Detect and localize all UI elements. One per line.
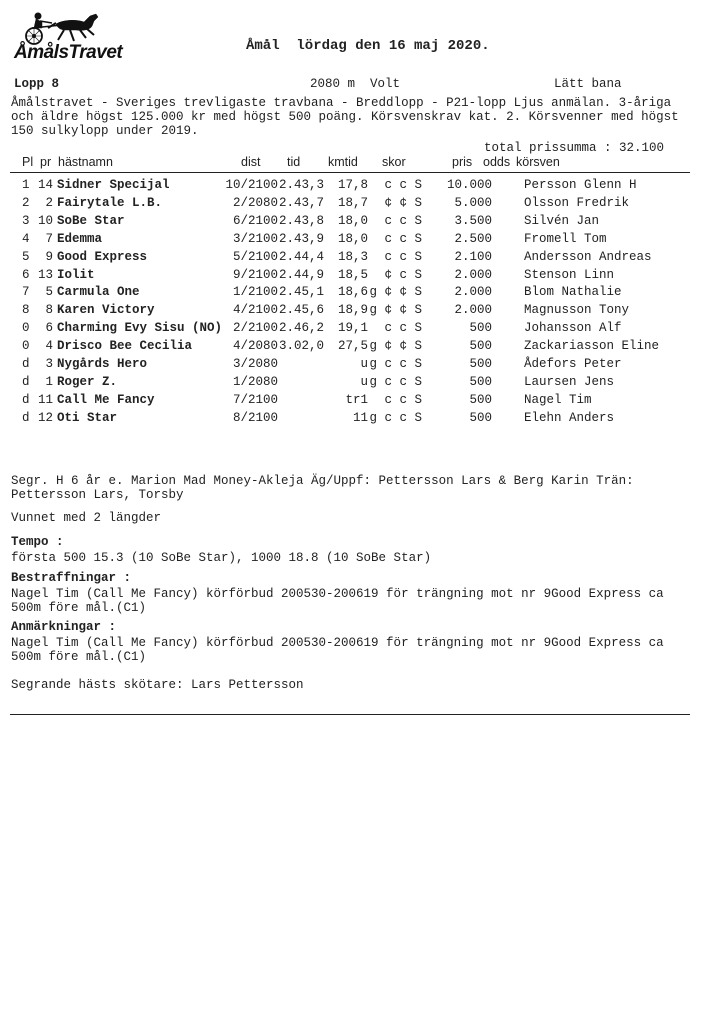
cell-pr: 8 [45, 303, 53, 318]
col-name: hästnamn [58, 155, 113, 169]
cell-pris: 500 [469, 392, 492, 407]
cell-tid: 2.45,6 [278, 303, 324, 318]
cell-horse-name: Sidner Specijal [57, 178, 170, 192]
cell-pl: 8 [22, 303, 30, 318]
page-title: Åmål lördag den 16 maj 2020. [246, 38, 490, 54]
amalstravet-logo [12, 8, 124, 64]
cell-dist: 7/2100 [232, 392, 278, 407]
cell-tid: 2.43,3 [278, 178, 324, 192]
penalties-label: Bestraffningar : [11, 571, 132, 585]
col-driver: körsven [516, 155, 560, 169]
cell-pris: 2.100 [454, 249, 492, 264]
cell-kmtid: 18,3 [337, 249, 368, 264]
cell-driver: Nagel Tim [524, 392, 592, 407]
remarks-text: Nagel Tim (Call Me Fancy) körförbud 200530-200619 för trängning mot nr 9Good Express ca 500m före mål.(C1) [11, 636, 664, 664]
cell-dist: 1/2100 [232, 285, 278, 300]
cell-dist: 3/2080 [232, 357, 278, 371]
cell-driver: Zackariasson Eline [524, 339, 660, 354]
cell-pr: 13 [37, 267, 53, 282]
race-description: Åmålstravet - Sveriges trevligaste travbana - Breddlopp - P21-lopp Ljus anmälan. 3-åriga och äldre högst 125.000 kr med högst 500 poäng. Körsvenskrav kat. 2. Körsvenner med högst 150 sulkylopp under 2019. [11, 96, 679, 138]
cell-pl: 0 [22, 321, 30, 336]
cell-tid: 2.44,4 [278, 249, 324, 264]
cell-kmtid: 18,5 [337, 267, 368, 282]
table-row [0, 357, 724, 375]
cell-dist: 5/2100 [232, 249, 278, 264]
cell-skor: g c c S [369, 374, 422, 389]
table-row [0, 178, 724, 196]
cell-pris: 2.000 [454, 285, 492, 300]
cell-driver: Silvén Jan [524, 213, 600, 228]
race-number: Lopp 8 [14, 77, 60, 91]
table-row [0, 393, 724, 411]
cell-pr: 6 [45, 321, 53, 336]
table-row [0, 214, 724, 232]
cell-driver: Persson Glenn H [524, 178, 637, 192]
cell-pr: 3 [45, 357, 53, 371]
cell-pris: 500 [469, 357, 492, 371]
cell-pr: 9 [45, 249, 53, 264]
cell-pr: 4 [45, 339, 53, 354]
cell-pris: 500 [469, 410, 492, 425]
cell-horse-name: Roger Z. [57, 374, 118, 389]
cell-skor: c c S [384, 178, 422, 192]
cell-pr: 5 [45, 285, 53, 300]
cell-driver: Elehn Anders [524, 410, 615, 425]
cell-pl: 6 [22, 267, 30, 282]
cell-pris: 500 [469, 321, 492, 336]
cell-kmtid: 11 [352, 410, 368, 425]
cell-skor: c c S [384, 213, 422, 228]
winning-margin: Vunnet med 2 längder [11, 511, 162, 525]
cell-skor: c c S [384, 249, 422, 264]
cell-pl: d [22, 392, 30, 407]
tempo-text: första 500 15.3 (10 SoBe Star), 1000 18.8 (10 SoBe Star) [11, 551, 432, 565]
cell-kmtid: tr1 [345, 392, 368, 407]
cell-pl: d [22, 357, 30, 371]
header-divider [10, 172, 690, 173]
cell-horse-name: Iolit [57, 267, 95, 282]
table-header [0, 155, 724, 173]
cell-pr: 2 [45, 195, 53, 210]
table-row [0, 232, 724, 250]
cell-driver: Magnusson Tony [524, 303, 630, 318]
cell-dist: 10/2100 [225, 178, 278, 192]
cell-pris: 5.000 [454, 195, 492, 210]
cell-kmtid: u [360, 357, 368, 371]
cell-skor: c c S [384, 321, 422, 336]
cell-skor: g c c S [369, 357, 422, 371]
cell-dist: 2/2080 [232, 195, 278, 210]
cell-dist: 4/2100 [232, 303, 278, 318]
table-row [0, 411, 724, 429]
table-row [0, 250, 724, 268]
cell-horse-name: Oti Star [57, 410, 118, 425]
cell-pris: 2.000 [454, 303, 492, 318]
cell-skor: ¢ ¢ S [384, 195, 422, 210]
cell-skor: g ¢ ¢ S [369, 303, 422, 318]
cell-horse-name: Karen Victory [57, 303, 155, 318]
cell-dist: 1/2080 [232, 374, 278, 389]
cell-kmtid: 19,1 [337, 321, 368, 336]
cell-pris: 500 [469, 374, 492, 389]
remarks-label: Anmärkningar : [11, 620, 117, 634]
cell-pl: 3 [22, 213, 30, 228]
cell-horse-name: Nygårds Hero [57, 357, 148, 371]
col-pl: Pl [22, 155, 34, 169]
cell-skor: ¢ c S [384, 267, 422, 282]
cell-tid: 2.46,2 [278, 321, 324, 336]
cell-kmtid: 17,8 [337, 178, 368, 192]
cell-tid: 2.43,9 [278, 231, 324, 246]
cell-pris: 2.500 [454, 231, 492, 246]
cell-kmtid: 18,0 [337, 213, 368, 228]
cell-pr: 10 [37, 213, 53, 228]
cell-pr: 11 [37, 392, 53, 407]
cell-horse-name: Edemma [57, 231, 103, 246]
cell-pris: 3.500 [454, 213, 492, 228]
cell-skor: g ¢ ¢ S [369, 285, 422, 300]
cell-tid: 2.43,7 [278, 195, 324, 210]
cell-dist: 4/2080 [232, 339, 278, 354]
cell-pl: d [22, 410, 30, 425]
table-row [0, 285, 724, 303]
cell-dist: 2/2100 [232, 321, 278, 336]
total-prize: total prissumma : 32.100 [484, 141, 665, 155]
cell-driver: Johansson Alf [524, 321, 622, 336]
cell-pr: 1 [45, 374, 53, 389]
table-row [0, 375, 724, 393]
cell-horse-name: Drisco Bee Cecilia [57, 339, 193, 354]
cell-driver: Blom Nathalie [524, 285, 622, 300]
cell-pris: 10.000 [446, 178, 492, 192]
cell-skor: c c S [384, 231, 422, 246]
cell-driver: Fromell Tom [524, 231, 607, 246]
cell-pl: 0 [22, 339, 30, 354]
cell-pl: 4 [22, 231, 30, 246]
cell-horse-name: Charming Evy Sisu (NO) [57, 321, 223, 336]
table-row [0, 321, 724, 339]
table-row [0, 196, 724, 214]
col-kmtid: kmtid [328, 155, 358, 169]
cell-horse-name: SoBe Star [57, 213, 125, 228]
cell-pr: 14 [37, 178, 53, 192]
penalties-text: Nagel Tim (Call Me Fancy) körförbud 200530-200619 för trängning mot nr 9Good Express ca 500m före mål.(C1) [11, 587, 664, 615]
cell-pl: 2 [22, 195, 30, 210]
col-dist: dist [241, 155, 261, 169]
cell-driver: Ådefors Peter [524, 357, 622, 371]
cell-horse-name: Fairytale L.B. [57, 195, 163, 210]
cell-skor: c c S [384, 392, 422, 407]
winner-info: Segr. H 6 år e. Marion Mad Money-Akleja Äg/Uppf: Pettersson Lars & Berg Karin Trän: Pettersson Lars, Torsby [11, 474, 634, 502]
cell-kmtid: u [360, 374, 368, 389]
footer-divider [10, 714, 690, 715]
logo-text: ÅmålsTravet [14, 42, 123, 63]
cell-driver: Andersson Andreas [524, 249, 652, 264]
cell-kmtid: 27,5 [337, 339, 368, 354]
col-tid: tid [287, 155, 301, 169]
cell-skor: g ¢ ¢ S [369, 339, 422, 354]
table-row [0, 303, 724, 321]
cell-kmtid: 18,9 [337, 303, 368, 318]
cell-tid: 2.43,8 [278, 213, 324, 228]
cell-horse-name: Call Me Fancy [57, 392, 155, 407]
cell-dist: 8/2100 [232, 410, 278, 425]
cell-tid: 2.45,1 [278, 285, 324, 300]
groom-info: Segrande hästs skötare: Lars Pettersson [11, 678, 304, 692]
cell-dist: 6/2100 [232, 213, 278, 228]
cell-horse-name: Good Express [57, 249, 148, 264]
col-odds: odds [483, 155, 511, 169]
cell-pris: 2.000 [454, 267, 492, 282]
race-distance: 2080 m Volt [310, 77, 401, 91]
cell-driver: Laursen Jens [524, 374, 615, 389]
cell-dist: 9/2100 [232, 267, 278, 282]
cell-pl: 1 [22, 178, 30, 192]
table-row [0, 268, 724, 286]
cell-tid: 2.44,9 [278, 267, 324, 282]
cell-pl: d [22, 374, 30, 389]
cell-tid: 3.02,0 [278, 339, 324, 354]
cell-pris: 500 [469, 339, 492, 354]
tempo-label: Tempo : [11, 535, 64, 549]
cell-pr: 7 [45, 231, 53, 246]
cell-kmtid: 18,7 [337, 195, 368, 210]
track-condition: Lätt bana [554, 77, 622, 91]
cell-pl: 7 [22, 285, 30, 300]
col-pr: pr [40, 155, 52, 169]
cell-dist: 3/2100 [232, 231, 278, 246]
col-skor: skor [382, 155, 406, 169]
cell-driver: Olsson Fredrik [524, 195, 630, 210]
col-pris: pris [452, 155, 473, 169]
cell-pr: 12 [37, 410, 53, 425]
cell-driver: Stenson Linn [524, 267, 615, 282]
cell-skor: g c c S [369, 410, 422, 425]
cell-kmtid: 18,6 [337, 285, 368, 300]
cell-horse-name: Carmula One [57, 285, 140, 300]
cell-pl: 5 [22, 249, 30, 264]
cell-kmtid: 18,0 [337, 231, 368, 246]
table-row [0, 339, 724, 357]
